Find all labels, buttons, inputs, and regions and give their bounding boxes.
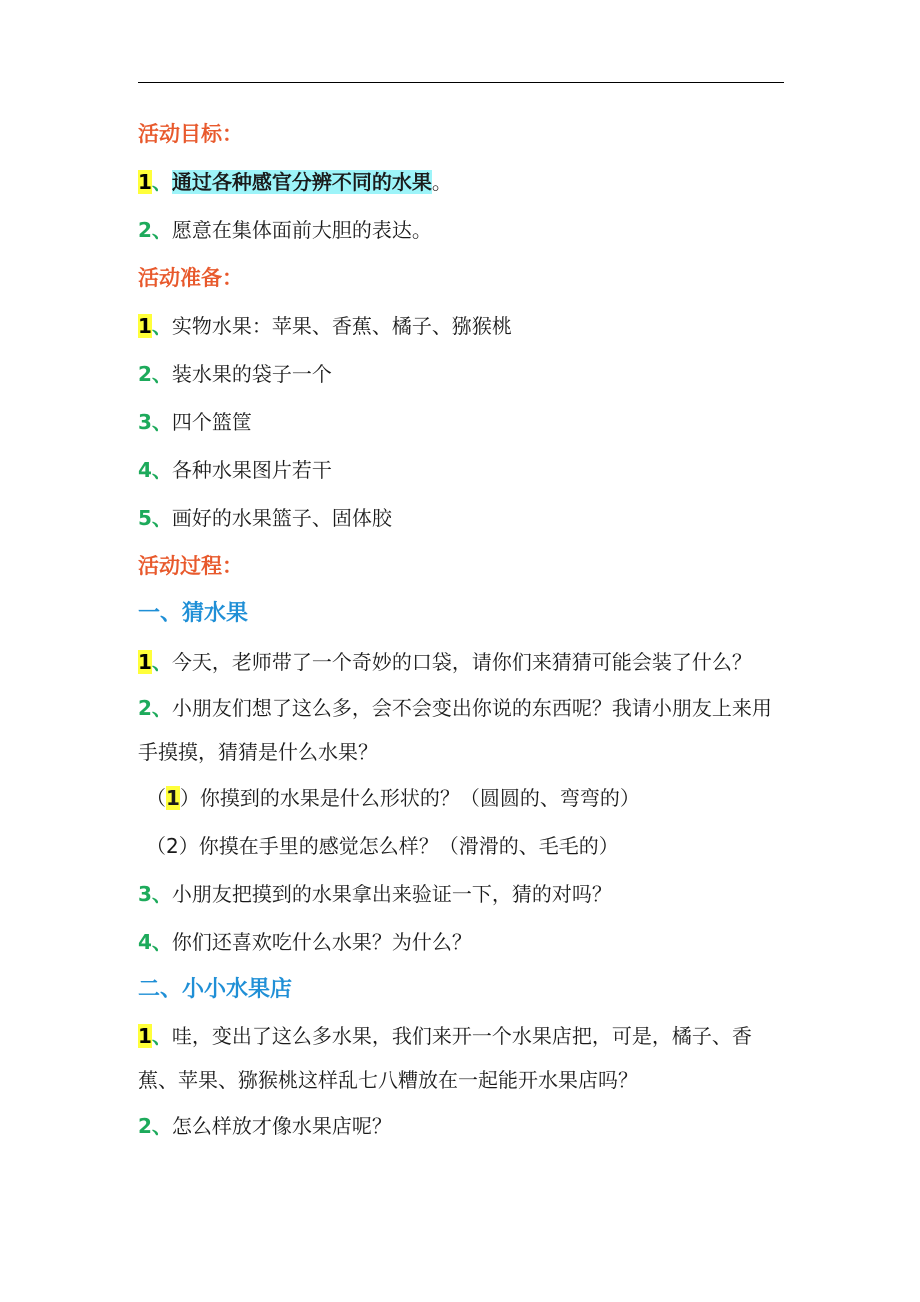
item-text: 装水果的袋子一个 [171,362,332,386]
item-text: 实物水果：苹果、香蕉、橘子、猕猴桃 [171,314,512,338]
highlighted-text: 通过各种感官分辨不同的水果 [171,170,432,194]
item-text: 怎么样放才像水果店呢？ [171,1114,392,1138]
item-number: 5 [138,506,152,530]
item-number: 1 [138,650,152,674]
sub-item-1 [138,774,784,822]
item-separator: 、 [151,1114,172,1138]
objective-item-1 [138,158,784,206]
item-text: 今天，老师带了一个奇妙的口袋，请你们来猜猜可能会装了什么？ [171,650,752,674]
item-number: 1 [138,1024,152,1048]
section-title-guess-fruit: 一、猜水果 [138,601,249,626]
document-body [138,110,784,1150]
objective-item-2 [138,206,784,254]
sub-text: ）你摸到的水果是什么形状的？（圆圆的、弯弯的） [179,786,640,810]
item-number: 2 [138,218,152,242]
item-text: 小朋友们想了这么多，会不会变出你说的东西呢？我请小朋友上来用手摸摸，猜猜是什么水果？ [138,696,772,764]
sub-open: （ [146,786,166,810]
item-text: 各种水果图片若干 [171,458,332,482]
process-item-4 [138,918,784,966]
sub-number: 1 [166,786,180,810]
item-text: 四个篮筐 [171,410,252,434]
item-separator: 、 [151,410,172,434]
item-number: 4 [138,930,152,954]
preparation-item-2 [138,350,784,398]
item-separator: 、 [151,696,172,720]
item-number: 1 [138,314,152,338]
item-separator: 、 [151,314,172,338]
preparation-item-4 [138,446,784,494]
item-number: 2 [138,696,152,720]
item-text: 画好的水果篮子、固体胶 [171,506,392,530]
item-text: 哇，变出了这么多水果，我们来开一个水果店把，可是，橘子、香蕉、苹果、猕猴桃这样乱七八糟放在一起能开水果店吗？ [138,1024,752,1092]
item-separator: 、 [151,218,172,242]
item-number: 1 [138,170,152,194]
item-text: 你们还喜欢吃什么水果？为什么？ [171,930,472,954]
item-separator: 、 [151,650,172,674]
item-separator: 、 [151,362,172,386]
process-item-1 [138,638,784,686]
shop-item-2 [138,1102,784,1150]
sub-item-2 [138,822,784,870]
shop-item-1 [138,1014,784,1102]
section-title-fruit-shop: 二、小小水果店 [138,977,293,1002]
item-separator: 、 [151,1024,172,1048]
item-number: 2 [138,362,152,386]
item-separator: 、 [151,930,172,954]
preparation-item-5 [138,494,784,542]
item-number: 4 [138,458,152,482]
item-separator: 、 [151,506,172,530]
item-separator: 、 [151,458,172,482]
header-rule [138,82,784,83]
process-item-2 [138,686,784,774]
preparation-item-1 [138,302,784,350]
item-text: 小朋友把摸到的水果拿出来验证一下，猜的对吗？ [171,882,612,906]
process-item-3 [138,870,784,918]
item-separator: 、 [151,170,172,194]
item-separator: 、 [151,882,172,906]
item-number: 3 [138,410,152,434]
item-text: 愿意在集体面前大胆的表达。 [171,218,432,242]
preparation-heading: 活动准备： [138,266,243,290]
item-tail: 。 [431,170,452,194]
preparation-item-3 [138,398,784,446]
item-number: 3 [138,882,152,906]
item-number: 2 [138,1114,152,1138]
objectives-heading: 活动目标： [138,122,243,146]
process-heading: 活动过程： [138,554,243,578]
sub-text: （2）你摸在手里的感觉怎么样？（滑滑的、毛毛的） [146,834,619,858]
